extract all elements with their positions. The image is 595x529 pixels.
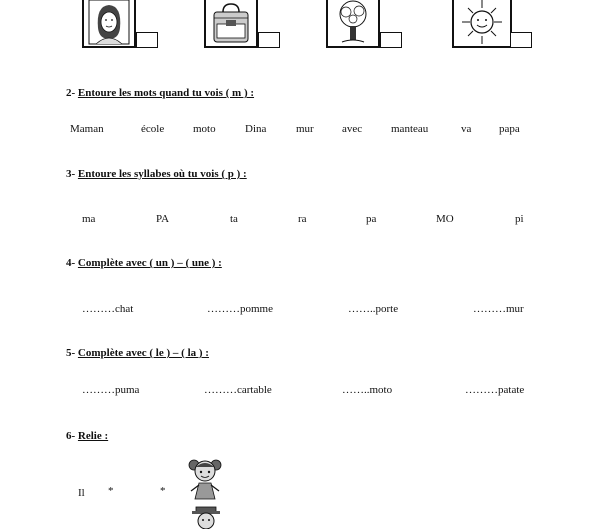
exercise-title: Entoure les mots quand tu vois ( m ) : (77, 87, 255, 99)
syllable-ta[interactable]: ta (230, 213, 238, 225)
word-moto[interactable]: moto (193, 123, 216, 135)
girl-doll-icon (183, 455, 227, 501)
syllable-ma[interactable]: ma (82, 213, 96, 225)
fill-item-pomme[interactable]: ………pomme (207, 303, 273, 315)
word-ecole[interactable]: école (141, 123, 165, 135)
word-dina[interactable]: Dina (245, 123, 267, 135)
match-word-il: Il (78, 487, 85, 499)
tree-icon (328, 0, 378, 46)
exercise-5-heading (66, 347, 209, 359)
exercise-number: 3- (66, 168, 76, 180)
match-dot-right[interactable]: * (160, 485, 166, 497)
answer-box-2[interactable] (258, 32, 280, 48)
match-image-girl[interactable] (183, 455, 227, 501)
fill-item-patate[interactable]: ………patate (465, 384, 525, 396)
word-manteau[interactable]: manteau (391, 123, 429, 135)
fill-item-cartable[interactable]: ………cartable (204, 384, 272, 396)
exercise-number: 6- (66, 430, 76, 442)
exercise-3-heading (66, 168, 247, 180)
exercise-6-heading (66, 430, 108, 442)
schoolbag-icon (206, 0, 256, 46)
fill-item-chat[interactable]: ………chat (82, 303, 134, 315)
syllable-pa[interactable]: pa (366, 213, 377, 225)
word-papa[interactable]: papa (499, 123, 520, 135)
answer-box-4[interactable] (510, 32, 532, 48)
picture-frame-schoolbag (204, 0, 258, 48)
answer-box-1[interactable] (136, 32, 158, 48)
fill-item-mur[interactable]: ………mur (473, 303, 524, 315)
word-mur[interactable]: mur (296, 123, 314, 135)
exercise-number: 5- (66, 347, 76, 359)
picture-frame-sun (452, 0, 512, 48)
word-va[interactable]: va (461, 123, 472, 135)
match-dot-left[interactable]: * (108, 485, 114, 497)
boy-doll-icon (188, 505, 224, 529)
picture-frame-tree (326, 0, 380, 48)
word-avec[interactable]: avec (342, 123, 363, 135)
syllable-pi[interactable]: pi (515, 213, 524, 225)
exercise-title: Relie : (77, 430, 109, 442)
exercise-number: 4- (66, 257, 76, 269)
exercise-2-heading (66, 87, 254, 99)
exercise-title: Complète avec ( un ) – ( une ) : (77, 257, 222, 269)
word-maman[interactable]: Maman (70, 123, 104, 135)
answer-box-3[interactable] (380, 32, 402, 48)
fill-item-puma[interactable]: ………puma (82, 384, 140, 396)
exercise-title: Entoure les syllabes où tu vois ( p ) : (77, 168, 247, 180)
girl-portrait-icon (84, 0, 134, 46)
exercise-4-heading (66, 257, 222, 269)
sun-icon (454, 0, 510, 46)
syllable-pa-upper[interactable]: PA (156, 213, 170, 225)
syllable-ra[interactable]: ra (298, 213, 307, 225)
match-image-boy[interactable] (188, 505, 224, 529)
fill-item-porte[interactable]: ……..porte (348, 303, 399, 315)
exercise-number: 2- (66, 87, 76, 99)
fill-item-moto[interactable]: ……..moto (342, 384, 393, 396)
picture-frame-girl (82, 0, 136, 48)
exercise-title: Complète avec ( le ) – ( la ) : (77, 347, 209, 359)
syllable-mo-upper[interactable]: MO (436, 213, 454, 225)
